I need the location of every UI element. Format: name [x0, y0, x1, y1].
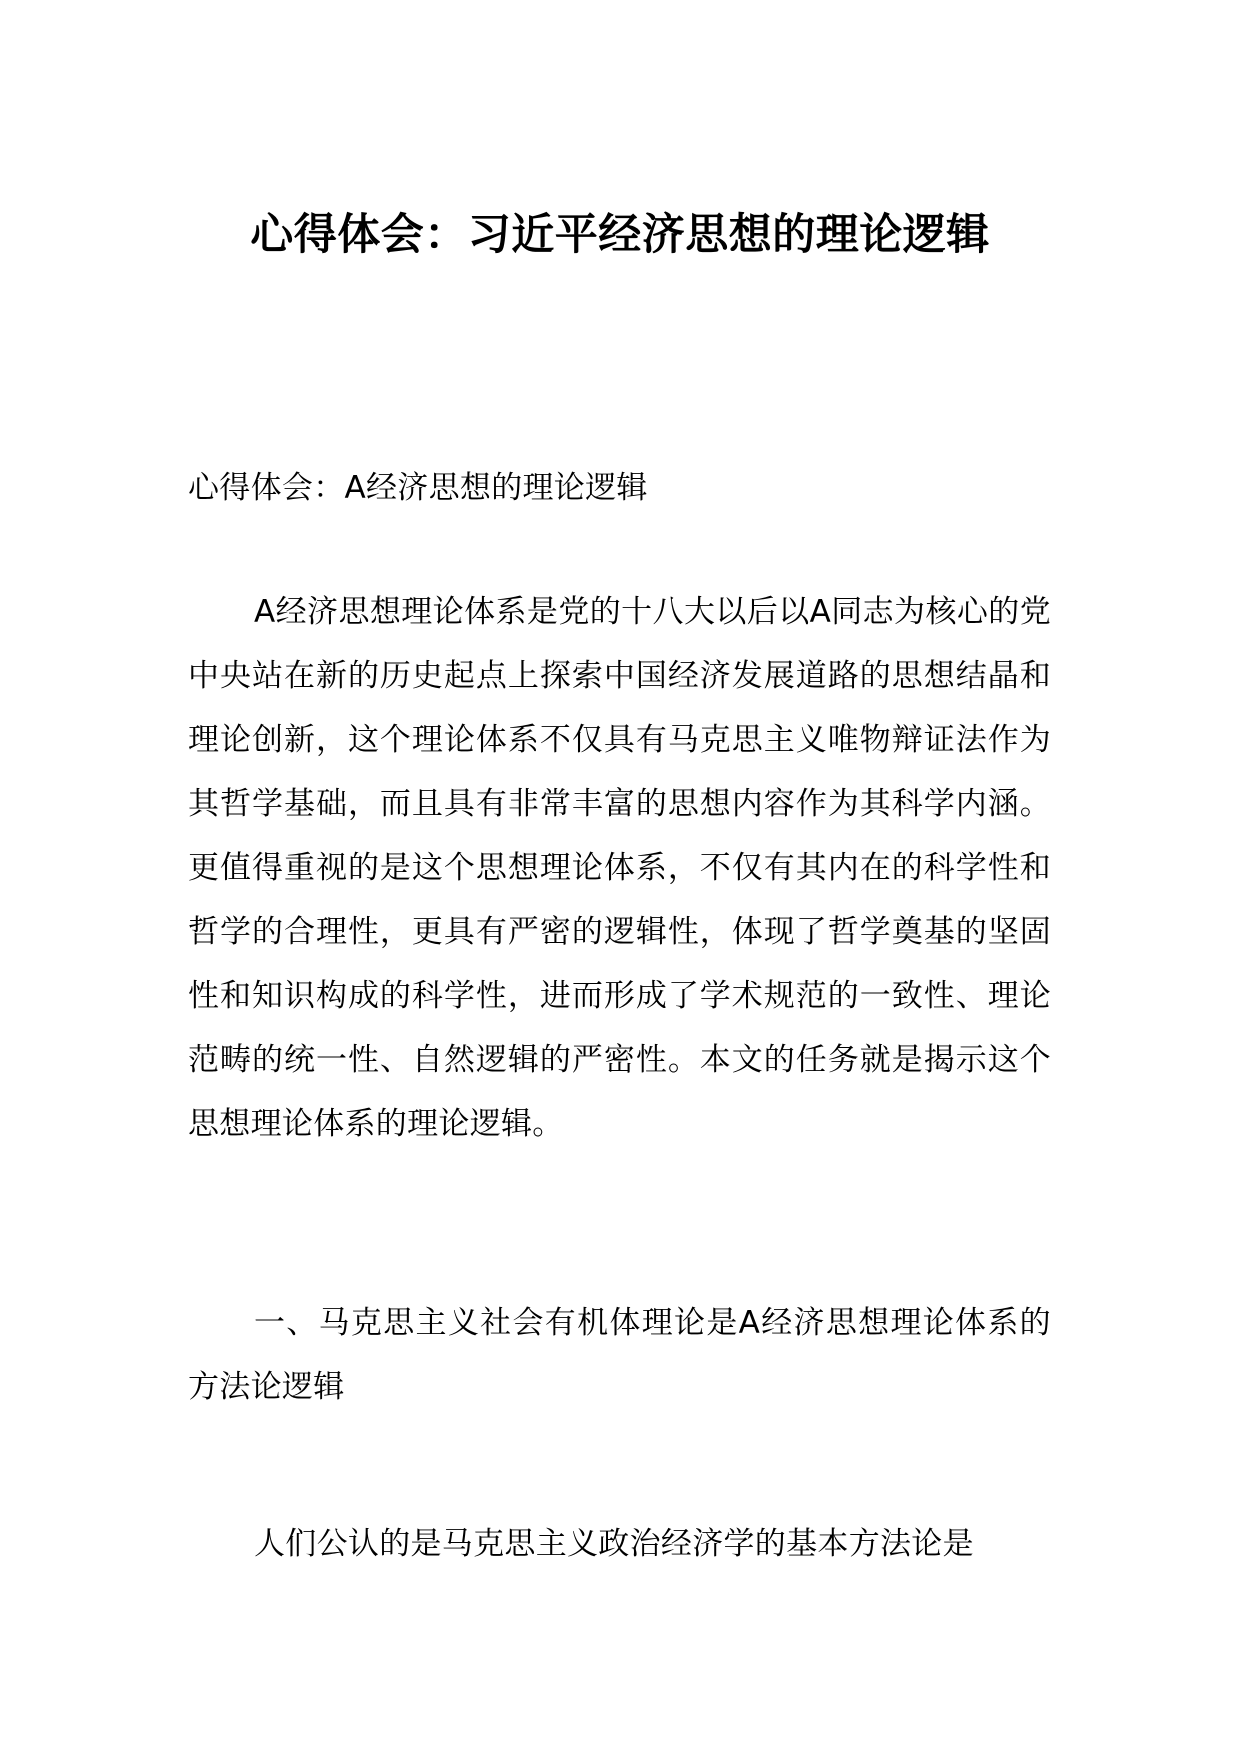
document-subtitle: 心得体会：A经济思想的理论逻辑: [188, 470, 648, 506]
section-one-heading: 一、马克思主义社会有机体理论是A经济思想理论体系的方法论逻辑: [188, 1305, 1051, 1405]
document-title: 心得体会：习近平经济思想的理论逻辑: [250, 210, 990, 260]
method-paragraph: 人们公认的是马克思主义政治经济学的基本方法论是: [254, 1526, 974, 1562]
intro-paragraph: A经济思想理论体系是党的十八大以后以A同志为核心的党中央站在新的历史起点上探索中国经济发展道路的思想结晶和理论创新，这个理论体系不仅具有马克思主义唯物辩证法作为其哲学基础，而且具有非常丰富的思想内容作为其科学内涵。更值得重视的是这个思想理论体系，不仅有其内在的科学性和哲学的合理性，更具有严密的逻辑性，体现了哲学奠基的坚固性和知识构成的科学性，进而形成了学术规范的一致性、理论范畴的统一性、自然逻辑的严密性。本文的任务就是揭示这个思想理论体系的理论逻辑。: [188, 594, 1051, 1142]
